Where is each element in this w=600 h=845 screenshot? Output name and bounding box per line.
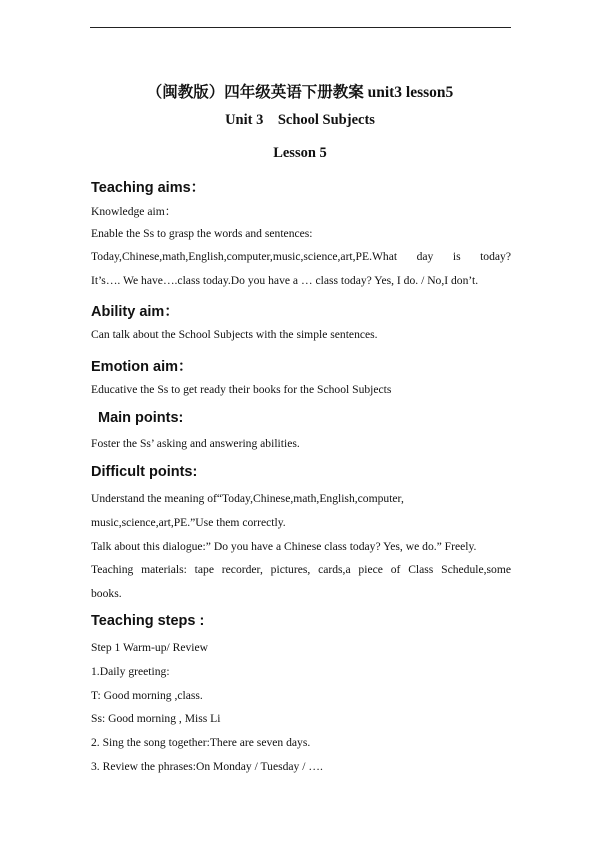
- words-line-part: day: [416, 250, 434, 263]
- words-line: [91, 250, 511, 263]
- materials-word: materials:: [141, 563, 187, 576]
- emotion-aim-text: Educative the Ss to get ready their books for the School Subjects: [91, 383, 392, 396]
- emotion-aim-heading: Emotion aim：: [91, 359, 193, 375]
- teacher-line: T: Good morning ,class.: [91, 689, 203, 702]
- step-1-line: Step 1 Warm-up/ Review: [91, 641, 209, 654]
- words-line-part: is: [452, 250, 461, 263]
- materials-continuation: books.: [91, 587, 122, 600]
- words-line-part: Today,Chinese,math,English,computer,music,science,art,PE.What: [91, 250, 398, 263]
- main-points-text: Foster the Ss’ asking and answering abilities.: [91, 437, 300, 450]
- materials-word: Teaching: [91, 563, 134, 576]
- ability-aim-heading: Ability aim：: [91, 304, 179, 320]
- sing-line: 2. Sing the song together:There are seven days.: [91, 736, 311, 749]
- students-line: Ss: Good morning , Miss Li: [91, 712, 221, 725]
- unit-title: Unit 3 School Subjects: [225, 112, 375, 128]
- difficult-points-heading: Difficult points:: [91, 464, 198, 480]
- enable-line: Enable the Ss to grasp the words and sentences:: [91, 227, 313, 240]
- sentences-line: It’s…. We have….class today.Do you have a … class today? Yes, I do. / No,I don’t.: [91, 274, 479, 287]
- materials-word: Class: [408, 563, 434, 576]
- materials-line: [91, 563, 511, 576]
- review-line: 3. Review the phrases:On Monday / Tuesday / ….: [91, 760, 323, 773]
- materials-word: pictures,: [270, 563, 311, 576]
- materials-word: tape: [194, 563, 214, 576]
- difficult-points-line-2: music,science,art,PE.”Use them correctly.: [91, 516, 286, 529]
- materials-word: of: [390, 563, 401, 576]
- main-points-heading: Main points:: [98, 410, 184, 426]
- materials-word: recorder,: [221, 563, 263, 576]
- materials-word: Schedule,some: [441, 563, 511, 576]
- words-line-part: today?: [480, 250, 511, 263]
- dialogue-line: Talk about this dialogue:” Do you have a Chinese class today? Yes, we do.” Freely.: [91, 540, 477, 553]
- materials-word: piece: [358, 563, 383, 576]
- daily-greeting-line: 1.Daily greeting:: [91, 665, 170, 678]
- teaching-aims-heading: Teaching aims：: [91, 180, 206, 196]
- document-title: （闽教版）四年级英语下册教案 unit3 lesson5: [146, 84, 454, 101]
- teaching-steps-heading: Teaching steps :: [91, 613, 205, 629]
- knowledge-aim-label: Knowledge aim：: [91, 205, 177, 218]
- difficult-points-line-1: Understand the meaning of“Today,Chinese,math,English,computer,: [91, 492, 404, 505]
- lesson-title: Lesson 5: [273, 145, 327, 161]
- materials-word: cards,a: [318, 563, 351, 576]
- header-rule: [90, 27, 511, 28]
- ability-aim-text: Can talk about the School Subjects with the simple sentences.: [91, 328, 378, 341]
